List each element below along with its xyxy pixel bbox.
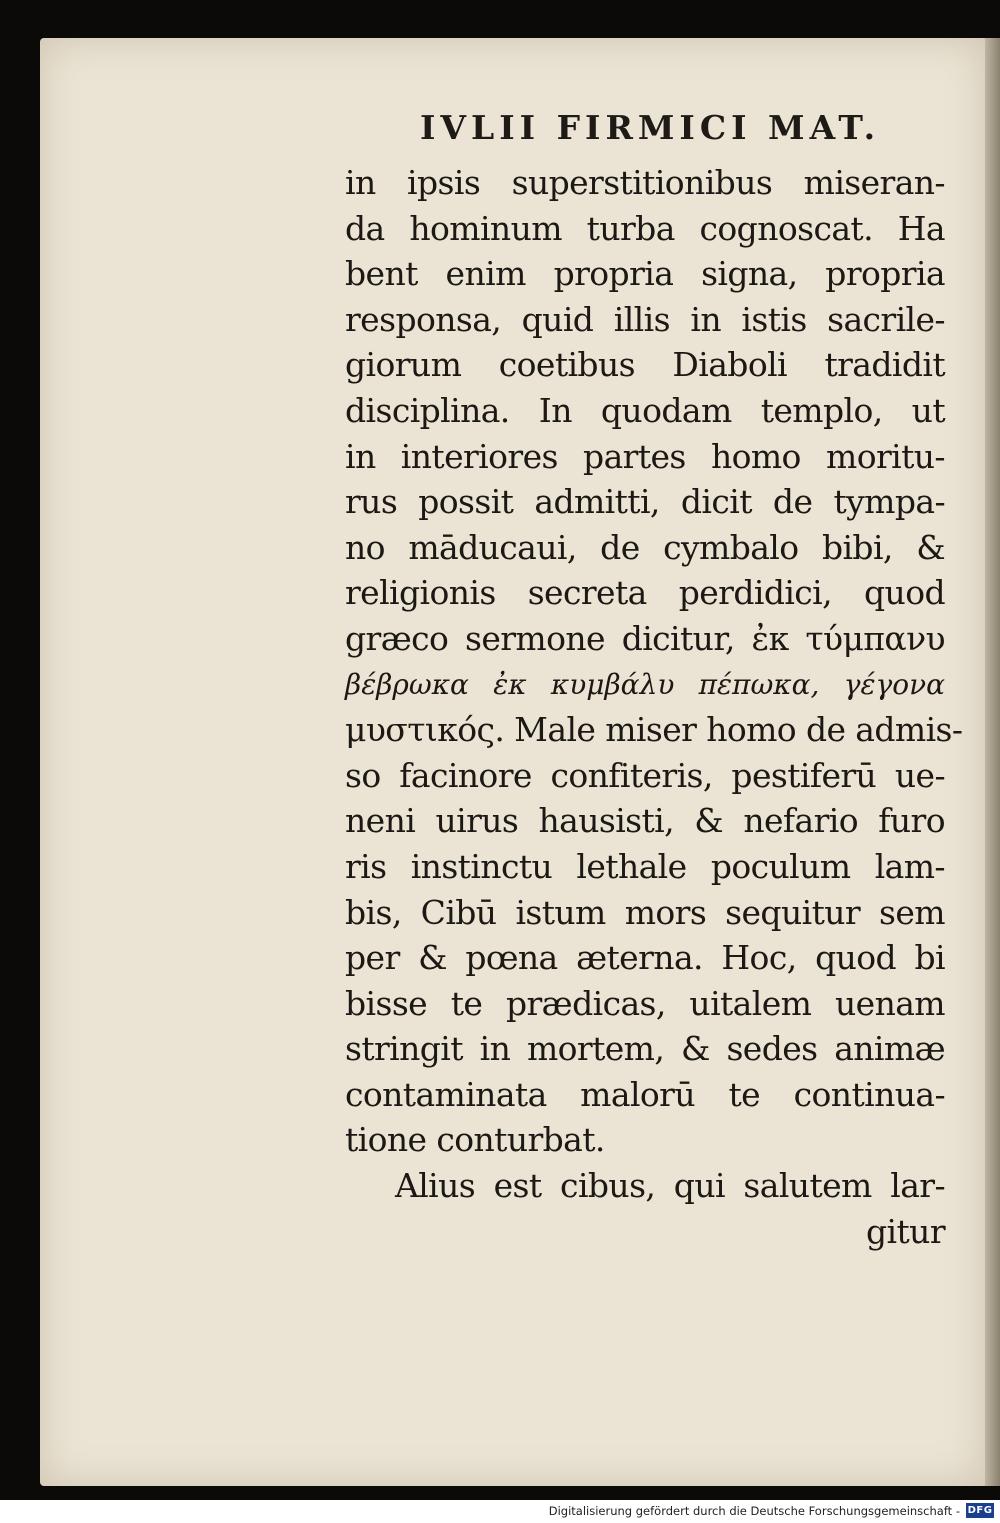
text-line: da hominum turba cognoscat. Ha [345,208,945,248]
catchword: gitur [866,1211,945,1251]
footer [0,1500,1000,1523]
running-head: IVLII FIRMICI MAT. [420,108,881,147]
text-line: stringit in mortem, & sedes animæ [345,1029,945,1069]
text-line: rus possit admitti, dicit de tympa- [345,482,945,522]
text-line: per & pœna æterna. Hoc, quod bi [345,938,945,978]
text-line: græco sermone dicitur, ἐκ τύμπανυ [345,618,945,658]
text-line: no māducaui, de cymbalo bibi, & [345,527,945,567]
text-line: in ipsis superstitionibus miseran- [345,163,945,202]
text-line: religionis secreta perdidici, quod [345,573,945,613]
text-line: in interiores partes homo moritu- [345,436,945,476]
paragraph-start-line: Alius est cibus, qui salutem lar- [395,1166,945,1206]
text-line: ris instinctu lethale poculum lam- [345,846,945,886]
text-line: contaminata malorū te continua- [345,1074,945,1114]
text-line: bent enim propria signa, propria [345,254,945,294]
dfg-logo: DFG [967,1505,993,1516]
text-line: bisse te prædicas, uitalem uenam [345,983,945,1023]
text-line: neni uirus hausisti, & nefario furo [345,801,945,841]
text-line: bis, Cibū istum mors sequitur sem [345,892,945,932]
text-line: so facinore confiteris, pestiferū ue- [345,755,945,795]
text-line: giorum coetibus Diaboli tradidit [345,345,945,385]
text-line: responsa, quid illis in istis sacrile- [345,299,945,339]
text-line: disciplina. In quodam templo, ut [345,390,945,430]
text-line: tione conturbat. [345,1120,605,1160]
text-line: μυστικός. Male miser homo de admis- [345,710,963,750]
footer-credit: Digitalisierung gefördert durch die Deutsche Forschungsgemeinschaft - [548,1504,960,1518]
greek-text-line: βέβρωκα ἐκ κυμβάλυ πέπωκα, γέγονα [345,667,945,701]
text-block [345,160,963,1254]
